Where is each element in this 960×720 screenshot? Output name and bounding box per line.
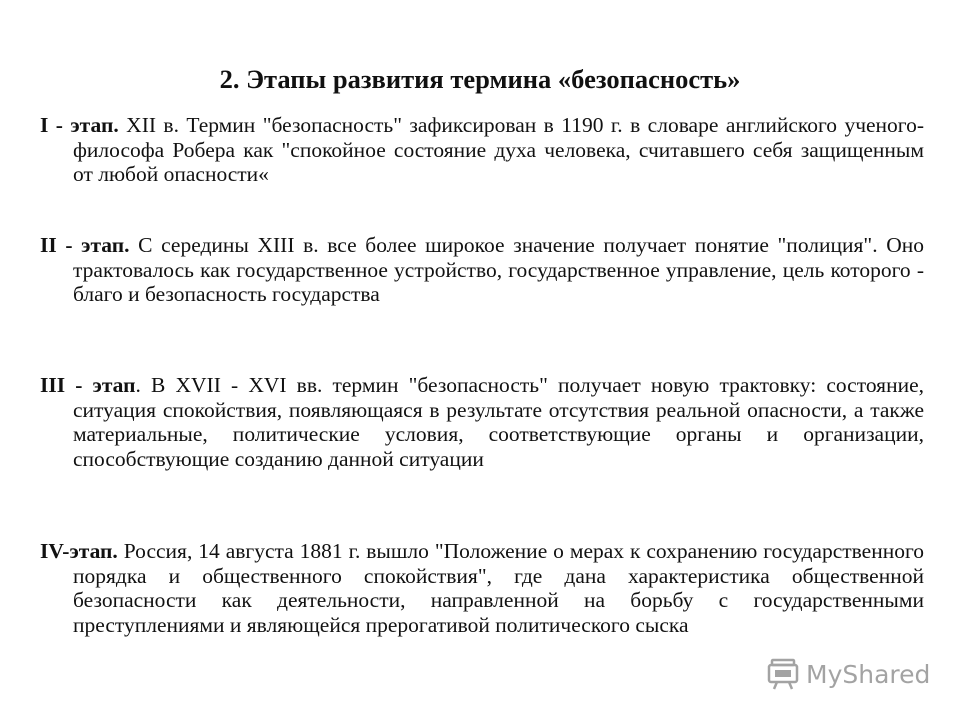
stage-label-2: II - этап. xyxy=(40,233,130,257)
stage-text-2: С середины XIII в. все более широкое значение получает понятие "полиция". Оно трактовалось как государственное устройство, государственное управление, цель которого - благо и безопасность государства xyxy=(73,233,924,306)
watermark-logo xyxy=(766,654,930,694)
stage-text-3: . В XVII - XVI вв. термин "безопасность" получает новую трактовку: состояние, ситуация спокойствия, появляющаяся в результате отсутствия реальной опасности, а также материальные, политические условия, соответствующие органы и организации, способствующие созданию данной ситуации xyxy=(73,373,924,471)
stage-label-4: IV-этап. xyxy=(40,539,118,563)
stage-text-1: XII в. Термин "безопасность" зафиксирован в 1190 г. в словаре английского ученого-философа Робера как "спокойное состояние духа человека, считавшего себя защищенным от любой опасности« xyxy=(73,113,925,186)
stage-paragraph-4 xyxy=(40,539,924,637)
slide-title: 2. Этапы развития термина «безопасность» xyxy=(219,64,741,94)
stage-text-4: Россия, 14 августа 1881 г. вышло "Положение о мерах к сохранению государственного порядка и общественного спокойствия", где дана характеристика общественной безопасности как деятельности, направленной на борьбу с государственными преступлениями и являющейся прерогативой политического сыска xyxy=(73,539,924,637)
stage-label-3: III - этап xyxy=(40,373,136,397)
stage-paragraph-2 xyxy=(40,233,924,307)
stage-paragraph-1 xyxy=(40,113,924,187)
stage-paragraph-3 xyxy=(40,373,924,471)
stage-label-1: I - этап. xyxy=(40,113,119,137)
projector-icon xyxy=(766,657,800,691)
watermark-text: MyShared xyxy=(806,659,931,689)
